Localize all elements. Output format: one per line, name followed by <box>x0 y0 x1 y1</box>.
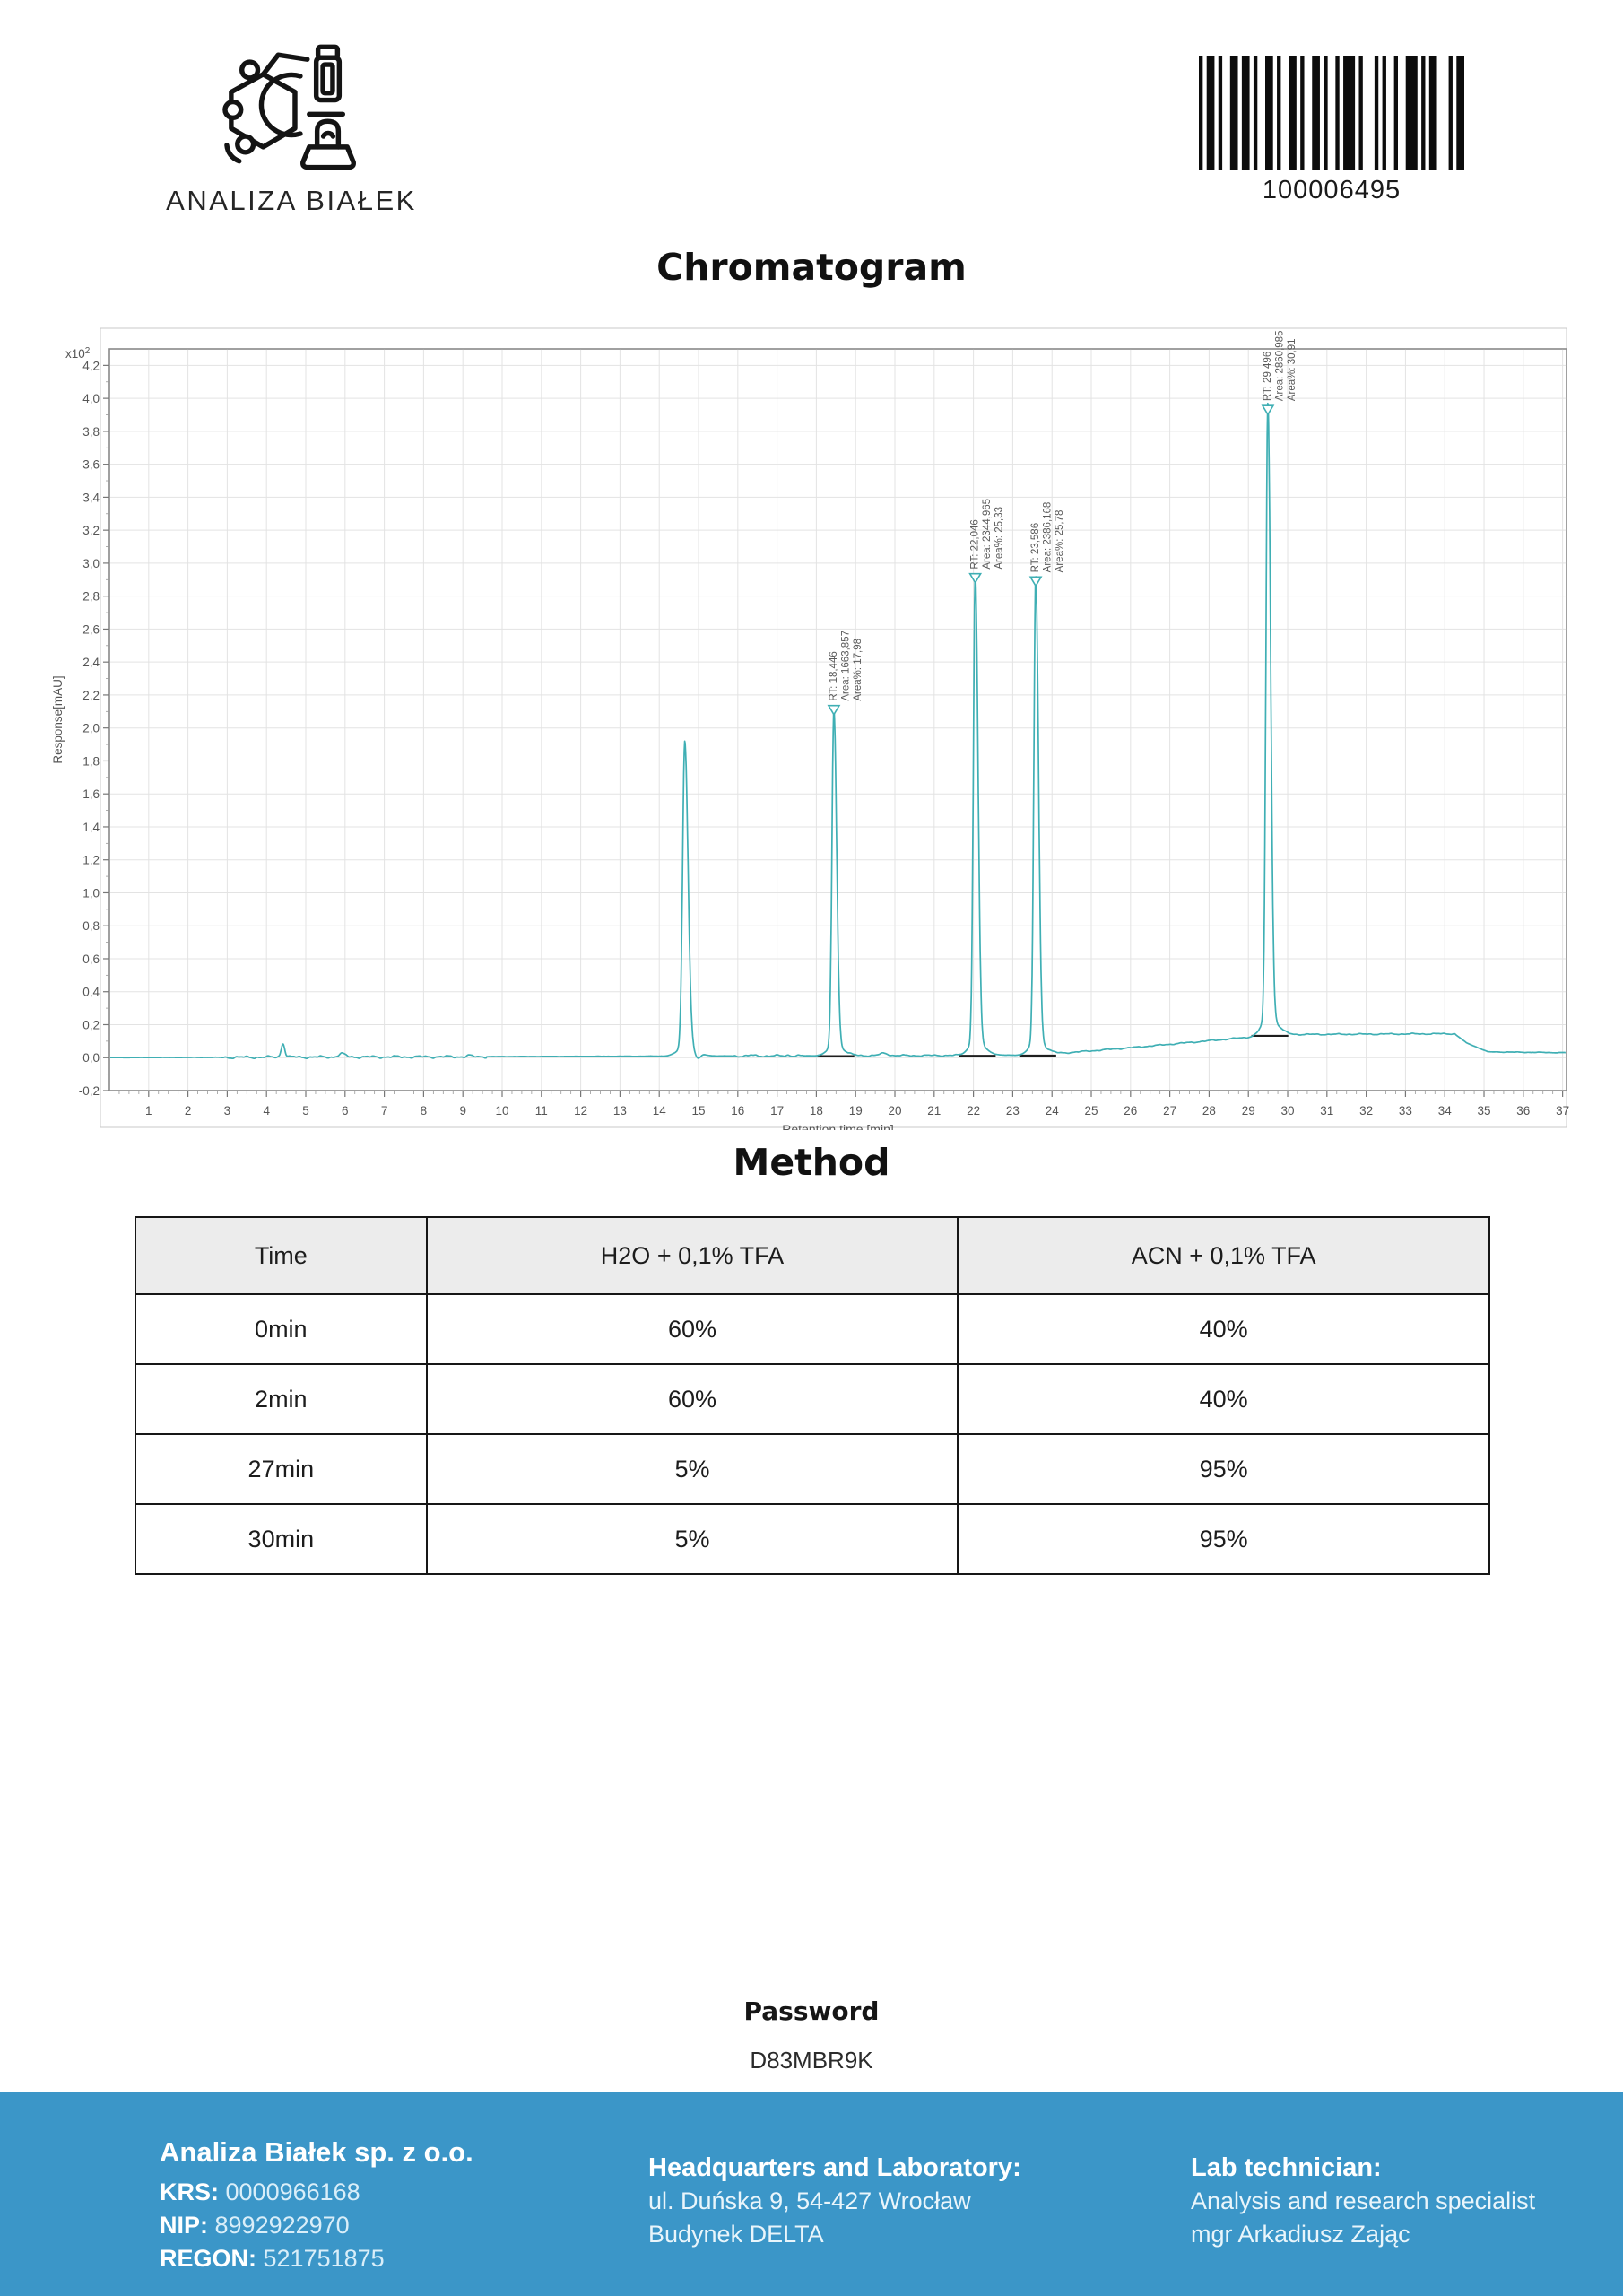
svg-text:6: 6 <box>342 1104 349 1118</box>
company-logo-text: ANALIZA BIAŁEK <box>166 185 417 216</box>
svg-text:33: 33 <box>1398 1104 1412 1118</box>
footer-nip-line <box>160 2209 473 2242</box>
svg-text:37: 37 <box>1556 1104 1570 1118</box>
footer-hq-building: Budynek DELTA <box>648 2221 824 2248</box>
svg-text:0,4: 0,4 <box>82 985 100 999</box>
barcode <box>1199 56 1464 170</box>
nip-value: 8992922970 <box>214 2212 350 2239</box>
table-cell: 30min <box>135 1504 427 1574</box>
svg-text:31: 31 <box>1320 1104 1334 1118</box>
svg-text:22: 22 <box>967 1104 981 1118</box>
password-label: Password <box>743 1996 880 2026</box>
table-cell: 95% <box>958 1434 1489 1504</box>
footer-tech-name: mgr Arkadiusz Zając <box>1191 2221 1410 2248</box>
method-table <box>135 1216 1490 1575</box>
svg-text:2,4: 2,4 <box>82 656 100 670</box>
footer-company-name: Analiza Białek sp. z o.o. <box>160 2136 473 2168</box>
svg-text:2,6: 2,6 <box>82 622 100 637</box>
svg-text:Area: 2344,965: Area: 2344,965 <box>982 498 994 570</box>
chromatogram-chart <box>49 327 1574 1130</box>
footer-tech-title: Lab technician: <box>1191 2153 1382 2182</box>
svg-text:2,8: 2,8 <box>82 589 100 604</box>
svg-text:Response[mAU]: Response[mAU] <box>51 675 65 764</box>
svg-text:3,2: 3,2 <box>82 524 100 538</box>
molecule-atom <box>242 62 258 78</box>
svg-text:35: 35 <box>1477 1104 1491 1118</box>
svg-text:3,0: 3,0 <box>82 556 100 570</box>
svg-text:30: 30 <box>1280 1104 1295 1118</box>
svg-text:RT: 18,446: RT: 18,446 <box>828 651 839 701</box>
svg-text:24: 24 <box>1045 1104 1059 1118</box>
regon-label: REGON: <box>160 2245 256 2272</box>
table-cell: 60% <box>427 1364 959 1434</box>
table-cell: 27min <box>135 1434 427 1504</box>
svg-text:3,6: 3,6 <box>82 457 100 472</box>
footer-regon-line <box>160 2242 473 2275</box>
svg-text:4,2: 4,2 <box>82 359 100 373</box>
svg-text:-0,2: -0,2 <box>78 1084 100 1098</box>
table-cell: 5% <box>427 1434 959 1504</box>
svg-text:0,0: 0,0 <box>82 1051 100 1065</box>
svg-text:1,2: 1,2 <box>82 853 100 867</box>
krs-value: 0000966168 <box>225 2179 360 2205</box>
microscope-base <box>303 147 354 168</box>
svg-text:2,2: 2,2 <box>82 688 100 702</box>
svg-text:13: 13 <box>612 1104 627 1118</box>
molecule-atom <box>238 136 254 152</box>
footer-hq-title: Headquarters and Laboratory: <box>648 2153 1021 2182</box>
table-cell: 2min <box>135 1364 427 1434</box>
svg-text:2,0: 2,0 <box>82 721 100 735</box>
svg-text:Area: 2386,168: Area: 2386,168 <box>1042 501 1054 573</box>
svg-text:RT: 22,046: RT: 22,046 <box>969 519 981 570</box>
svg-text:3,4: 3,4 <box>82 491 100 505</box>
svg-text:4: 4 <box>263 1104 270 1118</box>
molecule-atom <box>225 102 241 118</box>
table-row <box>135 1434 1489 1504</box>
svg-text:1,8: 1,8 <box>82 754 100 769</box>
svg-text:1,0: 1,0 <box>82 886 100 900</box>
barcode-number: 100006495 <box>1262 176 1402 204</box>
table-cell: 95% <box>958 1504 1489 1574</box>
svg-text:5: 5 <box>302 1104 309 1118</box>
svg-text:Area%: 25,78: Area%: 25,78 <box>1055 509 1066 573</box>
regon-value: 521751875 <box>263 2245 385 2272</box>
table-cell: 40% <box>958 1364 1489 1434</box>
svg-text:27: 27 <box>1163 1104 1177 1118</box>
svg-text:1,4: 1,4 <box>82 820 100 834</box>
svg-text:23: 23 <box>1005 1104 1020 1118</box>
table-row <box>135 1504 1489 1574</box>
svg-text:RT: 23,586: RT: 23,586 <box>1030 522 1042 573</box>
svg-text:16: 16 <box>731 1104 745 1118</box>
table-row <box>135 1294 1489 1364</box>
svg-text:1: 1 <box>145 1104 152 1118</box>
svg-text:3,8: 3,8 <box>82 424 100 439</box>
svg-text:25: 25 <box>1084 1104 1098 1118</box>
svg-text:Area%: 17,98: Area%: 17,98 <box>852 638 864 701</box>
svg-text:15: 15 <box>691 1104 706 1118</box>
footer-tech-block <box>1191 2152 1535 2251</box>
svg-text:11: 11 <box>534 1104 548 1118</box>
microscope-tube-inner <box>323 65 333 93</box>
column-header-h2o: H2O + 0,1% TFA <box>427 1217 959 1294</box>
svg-text:0,8: 0,8 <box>82 919 100 934</box>
svg-text:19: 19 <box>848 1104 863 1118</box>
svg-text:Retention time [min]: Retention time [min] <box>782 1122 894 1130</box>
password-value: D83MBR9K <box>750 2047 873 2074</box>
svg-text:20: 20 <box>888 1104 902 1118</box>
svg-text:1,6: 1,6 <box>82 787 100 802</box>
svg-text:34: 34 <box>1437 1104 1452 1118</box>
svg-text:17: 17 <box>770 1104 785 1118</box>
table-cell: 0min <box>135 1294 427 1364</box>
svg-text:8: 8 <box>420 1104 428 1118</box>
svg-text:12: 12 <box>574 1104 588 1118</box>
svg-text:29: 29 <box>1241 1104 1255 1118</box>
svg-text:2: 2 <box>184 1104 192 1118</box>
svg-text:Area: 1663,857: Area: 1663,857 <box>840 631 852 701</box>
table-cell: 40% <box>958 1294 1489 1364</box>
footer <box>0 2092 1623 2296</box>
footer-krs-line <box>160 2176 473 2209</box>
svg-text:Area%: 30,91: Area%: 30,91 <box>1286 338 1298 402</box>
svg-text:18: 18 <box>809 1104 823 1118</box>
footer-company-block <box>160 2135 473 2275</box>
nip-label: NIP: <box>160 2212 208 2239</box>
svg-text:0,2: 0,2 <box>82 1018 100 1032</box>
table-row <box>135 1364 1489 1434</box>
svg-text:14: 14 <box>652 1104 666 1118</box>
microscope-lamp-arch <box>324 133 334 136</box>
company-logo-icon <box>222 32 364 176</box>
krs-label: KRS: <box>160 2179 219 2205</box>
column-header-time: Time <box>135 1217 427 1294</box>
svg-text:3: 3 <box>223 1104 231 1118</box>
footer-tech-role: Analysis and research specialist <box>1191 2187 1536 2214</box>
footer-hq-block <box>648 2152 1021 2251</box>
svg-text:26: 26 <box>1124 1104 1138 1118</box>
chromatogram-chart-area <box>49 327 1574 1130</box>
svg-text:x102: $x10^2$ <box>65 346 91 361</box>
table-cell: 60% <box>427 1294 959 1364</box>
svg-text:Area%: 25,33: Area%: 25,33 <box>994 506 1005 570</box>
svg-text:Area: 2860,985: Area: 2860,985 <box>1274 330 1286 402</box>
svg-text:32: 32 <box>1359 1104 1374 1118</box>
svg-text:28: 28 <box>1202 1104 1216 1118</box>
method-title: Method <box>733 1141 890 1184</box>
chromatogram-title: Chromatogram <box>656 246 967 289</box>
svg-text:RT: 29,496: RT: 29,496 <box>1262 351 1273 402</box>
method-table-header-row <box>135 1217 1489 1294</box>
svg-text:0,6: 0,6 <box>82 952 100 966</box>
svg-text:4,0: 4,0 <box>82 392 100 406</box>
footer-hq-address: ul. Duńska 9, 54-427 Wrocław <box>648 2187 971 2214</box>
svg-text:10: 10 <box>495 1104 509 1118</box>
table-cell: 5% <box>427 1504 959 1574</box>
svg-text:36: 36 <box>1516 1104 1531 1118</box>
svg-text:9: 9 <box>459 1104 466 1118</box>
column-header-acn: ACN + 0,1% TFA <box>958 1217 1489 1294</box>
svg-text:21: 21 <box>927 1104 942 1118</box>
molecule-bond <box>263 55 307 74</box>
svg-text:7: 7 <box>380 1104 388 1118</box>
